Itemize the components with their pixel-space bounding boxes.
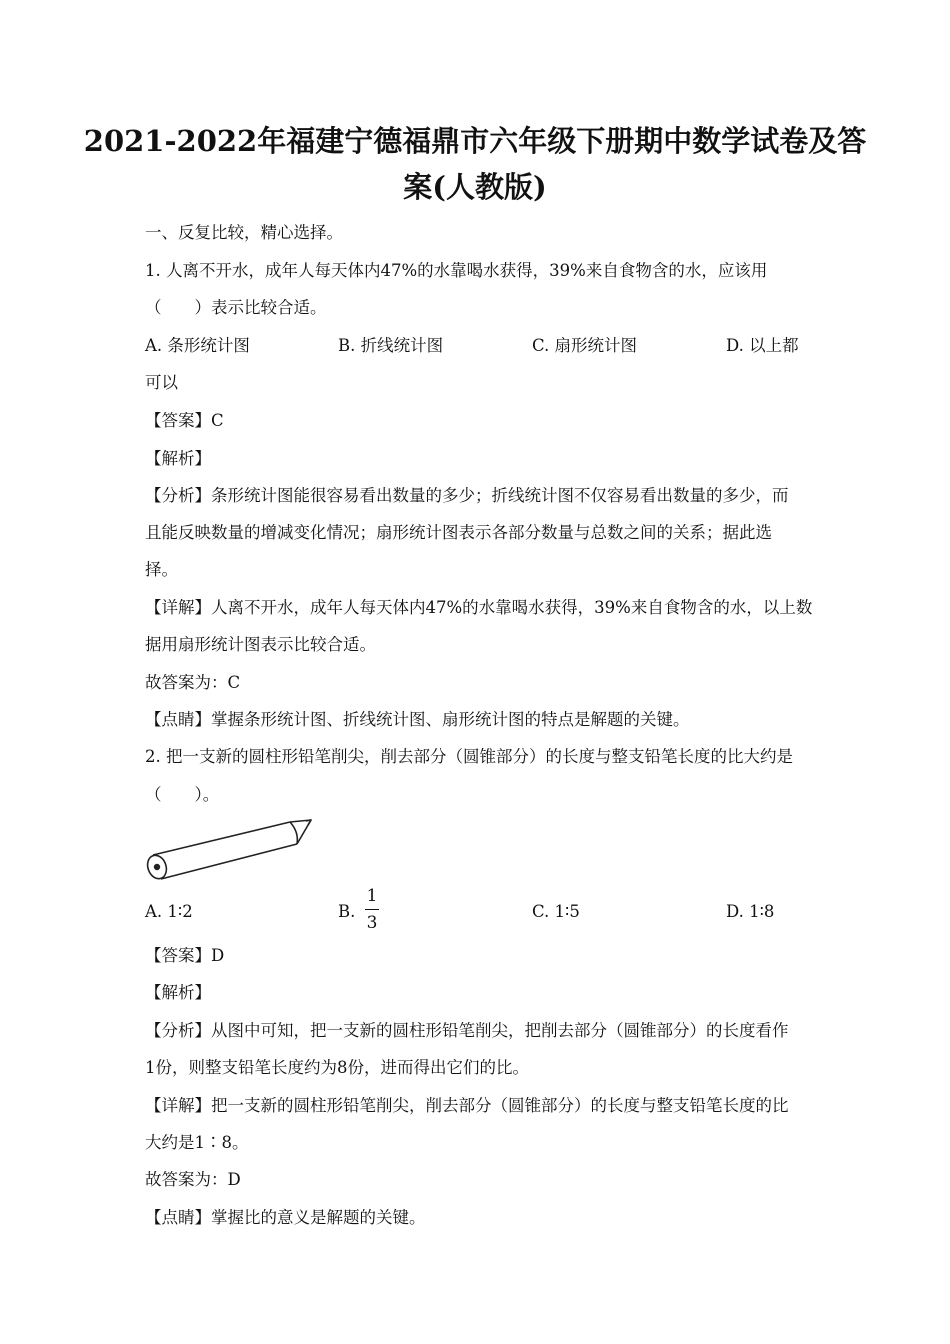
- q1-stem-line1: 1. 人离不开水，成年人每天体内47%的水靠喝水获得，39%来自食物含的水，应该用: [145, 261, 768, 280]
- q2-final-answer: 故答案为：D: [145, 1170, 241, 1189]
- document-title-line1: 2021-2022年福建宁德福鼎市六年级下册期中数学试卷及答: [83, 124, 867, 158]
- fraction-denominator: 3: [366, 913, 378, 933]
- q2-option-b-label: B.: [338, 902, 356, 921]
- q2-option-a: A. 1∶2: [145, 902, 193, 921]
- q2-detail-line2: 大约是1∶8。: [145, 1133, 249, 1152]
- q1-analysis-line3: 择。: [145, 560, 178, 579]
- q2-stem-line2: （ ）。: [145, 785, 220, 804]
- pencil-tip-lead: [306, 820, 311, 825]
- q1-jiexi: 【解析】: [145, 449, 211, 468]
- q2-option-d: D. 1∶8: [726, 902, 775, 921]
- q1-option-d-continued: 可以: [145, 373, 178, 392]
- fraction-numerator: 1: [366, 886, 378, 906]
- q1-detail-line2: 据用扇形统计图表示比较合适。: [145, 635, 376, 654]
- section-heading: 一、反复比较，精心选择。: [145, 223, 343, 242]
- q2-analysis-line2: 1份，则整支铅笔长度约为8份，进而得出它们的比。: [145, 1058, 529, 1077]
- pencil-body: [153, 822, 297, 879]
- q2-option-c: C. 1∶5: [532, 902, 580, 921]
- q2-analysis-line1: 【分析】从图中可知，把一支新的圆柱形铅笔削尖，把削去部分（圆锥部分）的长度看作: [145, 1021, 789, 1040]
- q1-option-b: B. 折线统计图: [338, 336, 444, 355]
- q2-stem-line1: 2. 把一支新的圆柱形铅笔削尖，削去部分（圆锥部分）的长度与整支铅笔长度的比大约是: [145, 747, 793, 766]
- pencil-tip: [290, 820, 311, 844]
- q1-final-answer: 故答案为：C: [145, 673, 241, 692]
- document-title-line2: 案(人教版): [403, 170, 547, 204]
- pencil-band: [290, 822, 297, 844]
- q1-option-c: C. 扇形统计图: [532, 336, 638, 355]
- q1-answer: 【答案】C: [145, 411, 224, 430]
- q1-key-point: 【点睛】掌握条形统计图、折线统计图、扇形统计图的特点是解题的关键。: [145, 710, 690, 729]
- q2-jiexi: 【解析】: [145, 983, 211, 1002]
- q1-analysis-line1: 【分析】条形统计图能很容易看出数量的多少；折线统计图不仅容易看出数量的多少，而: [145, 486, 789, 505]
- fraction-bar: [365, 909, 379, 910]
- pencil-lead-dot: [155, 865, 160, 870]
- q1-option-d: D. 以上都: [726, 336, 799, 355]
- q1-option-a: A. 条形统计图: [145, 336, 250, 355]
- q1-analysis-line2: 且能反映数量的增减变化情况；扇形统计图表示各部分数量与总数之间的关系；据此选: [145, 523, 772, 542]
- q2-detail-line1: 【详解】把一支新的圆柱形铅笔削尖，削去部分（圆锥部分）的长度与整支铅笔长度的比: [145, 1096, 789, 1115]
- q1-detail-line1: 【详解】人离不开水，成年人每天体内47%的水靠喝水获得，39%来自食物含的水，以上数: [145, 598, 813, 617]
- q2-answer: 【答案】D: [145, 946, 225, 965]
- q2-option-b-fraction: [365, 886, 379, 936]
- q2-key-point: 【点睛】掌握比的意义是解题的关键。: [145, 1208, 426, 1227]
- q1-stem-line2: （ ）表示比较合适。: [145, 298, 327, 317]
- pencil-figure: [140, 812, 320, 887]
